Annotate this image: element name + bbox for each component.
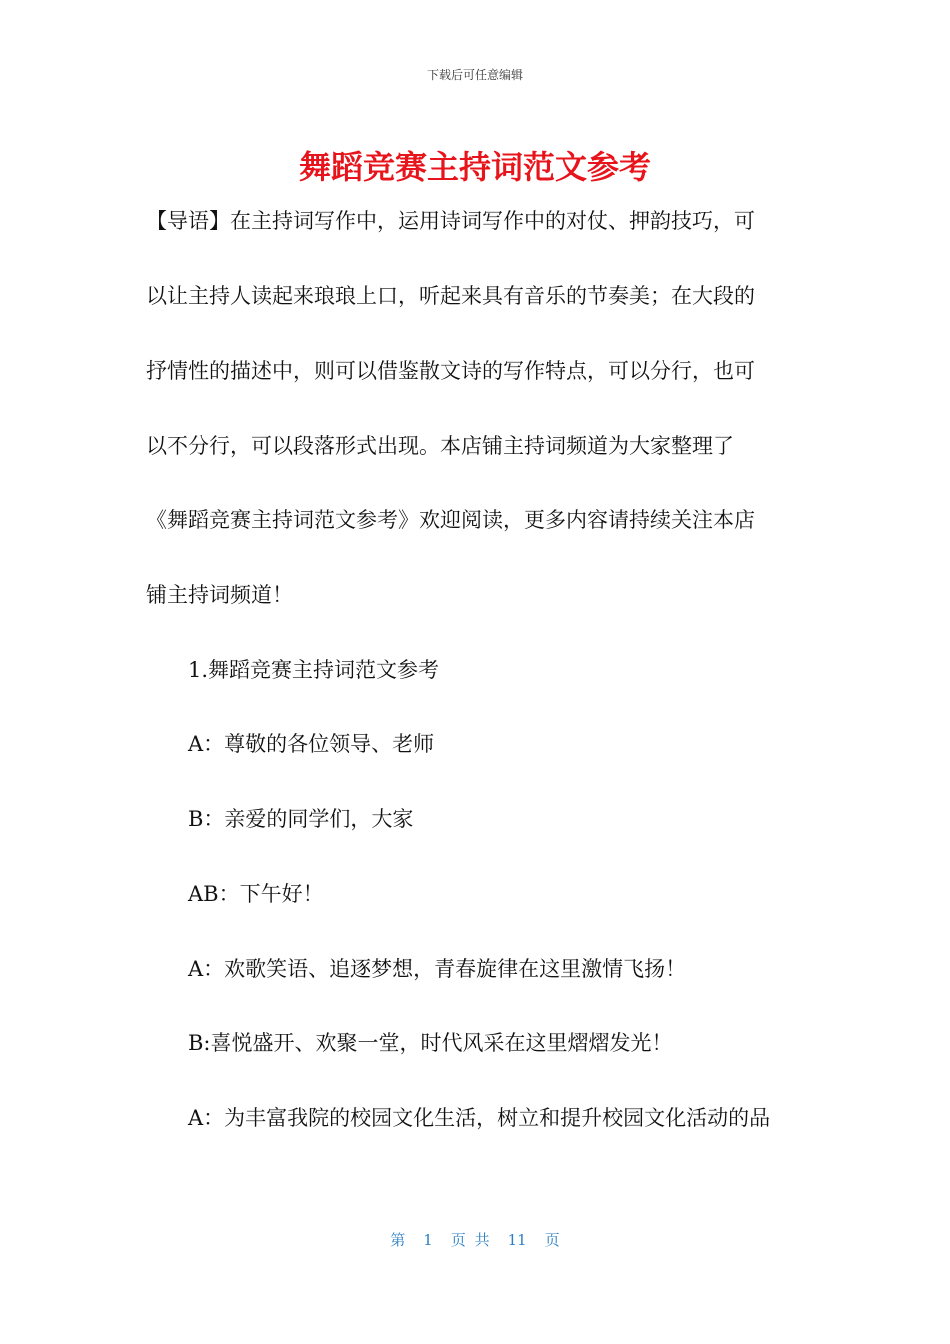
script-line: AB：下午好！ bbox=[188, 882, 324, 906]
section-heading: 1.舞蹈竞赛主持词范文参考 bbox=[188, 658, 440, 682]
intro-line: 【导语】在主持词写作中，运用诗词写作中的对仗、押韵技巧，可 bbox=[146, 209, 755, 233]
document-title: 舞蹈竞赛主持词范文参考 bbox=[298, 148, 651, 186]
page-current-number: 1 bbox=[423, 1231, 433, 1249]
intro-line: 以让主持人读起来琅琅上口，听起来具有音乐的节奏美；在大段的 bbox=[146, 284, 755, 308]
script-line: A：欢歌笑语、追逐梦想，青春旋律在这里激情飞扬！ bbox=[188, 957, 687, 981]
page-header-note: 下载后可任意编辑 bbox=[426, 68, 523, 82]
intro-line: 以不分行，可以段落形式出现。本店铺主持词频道为大家整理了 bbox=[146, 434, 734, 458]
page-label-suffix: 页 bbox=[544, 1231, 560, 1249]
page-label-prefix: 第 bbox=[390, 1231, 406, 1249]
intro-line: 抒情性的描述中，则可以借鉴散文诗的写作特点，可以分行，也可 bbox=[146, 359, 755, 383]
page-total-number: 11 bbox=[507, 1231, 527, 1249]
script-line: B：亲爱的同学们，大家 bbox=[188, 807, 414, 831]
script-line: B:喜悦盛开、欢聚一堂，时代风采在这里熠熠发光！ bbox=[188, 1031, 673, 1055]
script-line: A：为丰富我院的校园文化生活，树立和提升校园文化活动的品 bbox=[188, 1106, 771, 1130]
page-footer bbox=[0, 1229, 950, 1250]
script-line: A：尊敬的各位领导、老师 bbox=[188, 732, 435, 756]
intro-line: 《舞蹈竞赛主持词范文参考》欢迎阅读，更多内容请持续关注本店 bbox=[146, 508, 755, 532]
intro-line: 铺主持词频道！ bbox=[146, 583, 293, 607]
page-label-mid: 页 共 bbox=[450, 1231, 490, 1249]
